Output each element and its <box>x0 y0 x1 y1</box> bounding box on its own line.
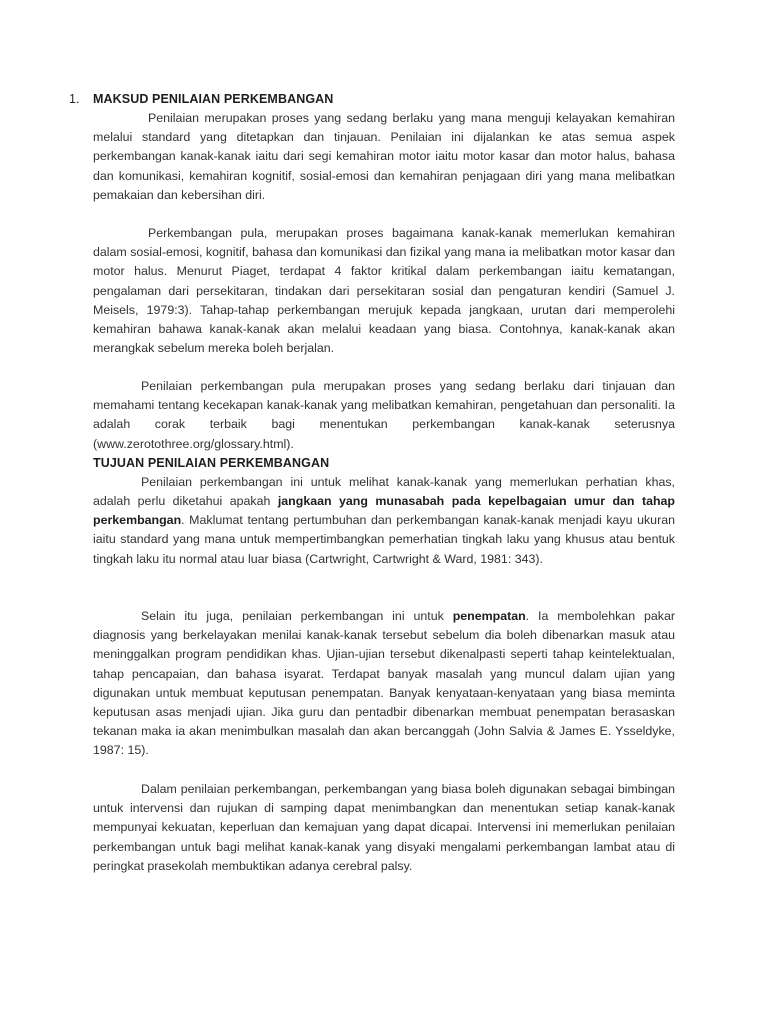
paragraph-tujuan-1-bold: jangkaan yang munasabah pada kepelbagaian umur dan tahap perkembangan <box>93 494 675 528</box>
section-tujuan-cont <box>93 607 675 761</box>
section-maksud <box>93 90 675 205</box>
section-tujuan-cont-2 <box>93 780 675 876</box>
paragraph-tujuan-2 <box>93 607 675 761</box>
list-number: 1. <box>69 92 80 106</box>
paragraph-maksud-3: Penilaian perkembangan pula merupakan proses yang sedang berlaku dari tinjauan dan memahami tentang kecekapan kanak-kanak yang melibatkan kemahiran, pengetahuan dan personaliti. Ia adalah corak terbaik bagi menentukan perkembangan kanak-kanak seterusnya (www.zerotothree.org/glossary.html). <box>93 379 675 451</box>
section-heading-tujuan: TUJUAN PENILAIAN PERKEMBANGAN <box>93 455 330 470</box>
paragraph-tujuan-3: Dalam penilaian perkembangan, perkembangan yang biasa boleh digunakan sebagai bimbingan untuk intervensi dan rujukan di samping dapat menimbangkan dan menentukan setiap kanak-kanak mempunyai kekuatan, keperluan dan kemajuan yang dapat dicapai. Intervensi ini memerlukan penilaian perkembangan untuk bagi melihat kanak-kanak yang disyaki mengalami perkembangan lambat atau di peringkat prasekolah membuktikan adanya cerebral palsy. <box>93 782 675 873</box>
section-maksud-cont-2 <box>93 377 675 569</box>
paragraph-tujuan-1 <box>93 473 675 569</box>
paragraph-maksud-2: Perkembangan pula, merupakan proses bagaimana kanak-kanak memerlukan kemahiran dalam sosial-emosi, kognitif, bahasa dan komunikasi dan fizikal yang mana ia melibatkan motor kasar dan motor halus. Menurut Piaget, terdapat 4 faktor kritikal dalam perkembangan iaitu kematangan, pengalaman dari persekitaran, tindakan dari persekitaran sosial dan pengaturan kendiri (Samuel J. Meisels, 1979:3). Tahap-tahap perkembangan merujuk kepada jangkaan, urutan dari memperolehi kemahiran bahawa kanak-kanak akan melalui keadaan yang biasa. Contohnya, kanak-kanak akan merangkak sebelum mereka boleh berjalan. <box>93 226 675 356</box>
section-maksud-cont <box>93 224 675 358</box>
section-heading-maksud: MAKSUD PENILAIAN PERKEMBANGAN <box>93 92 334 106</box>
paragraph-tujuan-2-bold: penempatan <box>452 609 526 623</box>
paragraph-tujuan-2-text-a: Selain itu juga, penilaian perkembangan ini untuk <box>141 609 453 623</box>
paragraph-maksud-1: Penilaian merupakan proses yang sedang berlaku yang mana menguji kelayakan kemahiran melalui standard yang ditetapkan dan tinjauan. Penilaian ini dijalankan ke atas semua aspek perkembangan kanak-kanak iaitu dari segi kemahiran motor iaitu motor kasar dan motor halus, bahasa dan komunikasi, kemahiran kognitif, sosial-emosi dan kemahiran penjagaan diri yang mana melibatkan pemakaian dan kebersihan diri. <box>93 111 675 202</box>
paragraph-tujuan-2-text-b: . Ia membolehkan pakar diagnosis yang berkelayakan menilai kanak-kanak tersebut sebelum dia boleh dibenarkan masuk atau meninggalkan program pendidikan khas. Ujian-ujian tersebut dikenalpasti seperti tahap keintelektualan, tahap pencapaian, dan bahasa isyarat. Terdapat banyak masalah yang muncul dalam ujian yang digunakan untuk membuat keputusan penempatan. Banyak kenyataan-kenyataan yang biasa meminta keputusan asas menjadi ujian. Jika guru dan pentadbir dibenarkan membuat penempatan berasaskan tekanan maka ia akan menimbulkan masalah dan akan bercanggah (John Salvia & James E. Ysseldyke, 1987: 15). <box>93 609 675 758</box>
paragraph-tujuan-1-text-b: . Maklumat tentang pertumbuhan dan perkembangan kanak-kanak menjadi kayu ukuran iaitu standard yang mana untuk mempertimbangkan pemerhatian tingkah laku yang khusus atau bentuk tingkah laku itu normal atau luar biasa (Cartwright, Cartwright & Ward, 1981: 343). <box>93 513 675 566</box>
paragraph-tujuan-1-text-a: Penilaian perkembangan ini untuk melihat kanak-kanak yang memerlukan perhatian khas, adalah perlu diketahui apakah <box>93 474 675 509</box>
